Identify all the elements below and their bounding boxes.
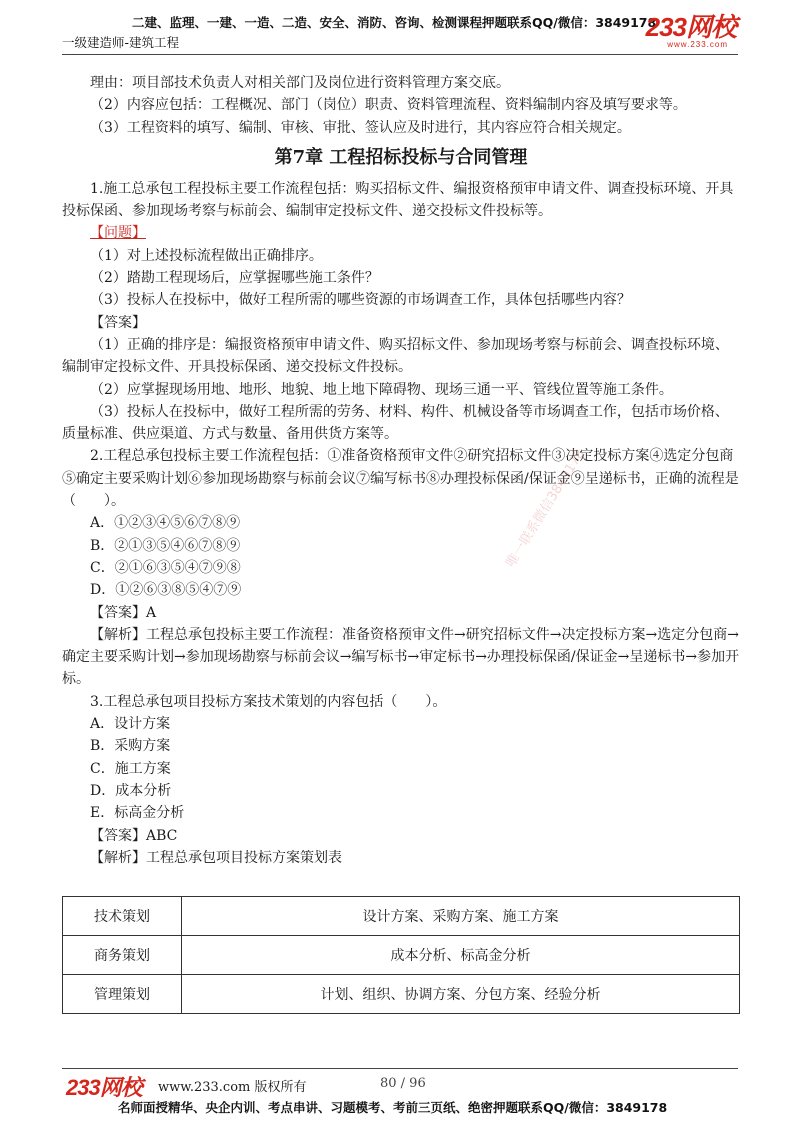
watermark: 唯一联系微信3849178 xyxy=(503,446,589,571)
prev-reason: 理由：项目部技术负责人对相关部门及岗位进行资料管理方案交底。 xyxy=(90,75,510,91)
q3-option-a: A．设计方案 xyxy=(90,716,171,733)
table-cell-value: 成本分析、标高金分析 xyxy=(182,936,740,975)
footer-copyright: www.233.com 版权所有 xyxy=(158,1080,307,1095)
q2-analysis: 【解析】工程总承包投标主要工作流程：准备资格预审文件→研究招标文件→决定投标方案→选定分包商→确定主要采购计划→参加现场勘察与标前会议→编写标书→审定标书→办理投标保函/保证金→呈递标书→参加开标。 xyxy=(62,626,740,688)
table-row xyxy=(63,936,740,975)
q2-option-d: D．①②⑥③⑧⑤④⑦⑨ xyxy=(90,582,242,599)
table-row xyxy=(63,975,740,1014)
q3-answer: 【答案】ABC xyxy=(90,827,178,844)
prev-item-2: （2）内容应包括：工程概况、部门（岗位）职责、资料管理流程、资料编制内容及填写要求等。 xyxy=(90,97,687,114)
q3-option-c: C．施工方案 xyxy=(90,760,171,777)
q1-answer-2: （2）应掌握现场用地、地形、地貌、地上地下障碍物、现场三通一平、管线位置等施工条件。 xyxy=(90,381,673,398)
table-cell-value: 设计方案、采购方案、施工方案 xyxy=(182,897,740,936)
q2-answer: 【答案】A xyxy=(90,604,157,621)
table-row xyxy=(63,897,740,936)
chapter-title: 第7章 工程招标投标与合同管理 xyxy=(274,146,528,168)
q1-answer-3: （3）投标人在投标中，做好工程所需的劳务、材料、构件、机械设备等市场调查工作，包括市场价格、质量标准、供应渠道、方式与数量、备用供货方案等。 xyxy=(62,403,729,443)
q1-sub-3: （3）投标人在投标中，做好工程所需的哪些资源的市场调查工作，具体包括哪些内容？ xyxy=(90,292,631,309)
table-cell-value: 计划、组织、协调方案、分包方案、经验分析 xyxy=(182,975,740,1014)
table-cell-key: 技术策划 xyxy=(63,897,182,936)
q3-option-e: E．标高金分析 xyxy=(90,805,185,822)
bid-plan-table xyxy=(62,896,740,1014)
header-divider xyxy=(62,54,738,55)
header-course-title: 一级建造师-建筑工程 xyxy=(62,35,180,50)
q1-answer-1: （1）正确的排序是：编报资格预审申请文件、购买招标文件、参加现场考察与标前会、调查投标环境、编制审定投标文件、开具投标保函、递交投标文件投标。 xyxy=(62,336,729,376)
brand-logo: 233网校 xyxy=(645,12,736,42)
q2-option-c: C．②①⑥③⑤④⑦⑨⑧ xyxy=(90,559,241,576)
prev-item-3: （3）工程资料的填写、编制、审核、审批、签认应及时进行，其内容应符合相关规定。 xyxy=(90,119,631,136)
q1-sub-1: （1）对上述投标流程做出正确排序。 xyxy=(90,247,323,264)
brand-logo-url: www.233.com xyxy=(667,40,728,49)
header-promo: 二建、监理、一建、一造、二造、安全、消防、咨询、检测课程押题联系QQ/微信：3849178 xyxy=(132,15,657,30)
q1-answer-tag: 【答案】 xyxy=(90,314,146,331)
q2-text: 2.工程总承包投标主要工作流程包括：①准备资格预审文件②研究招标文件③决定投标方案④选定分包商⑤确定主要采购计划⑥参加现场勘察与标前会议⑦编写标书⑧办理投标保函/保证金⑨呈递标书，正确的流程是（ ）。 xyxy=(62,448,739,510)
document-body xyxy=(62,72,740,869)
table-cell-key: 商务策划 xyxy=(63,936,182,975)
q3-option-b: B．采购方案 xyxy=(90,738,171,755)
q1-question-tag: 【问题】 xyxy=(90,225,146,242)
footer-promo: 名师面授精华、央企内训、考点串讲、习题模考、考前三页纸、绝密押题联系QQ/微信：3849178 xyxy=(118,1100,668,1115)
table-cell-key: 管理策划 xyxy=(63,975,182,1014)
footer-divider xyxy=(62,1068,738,1069)
q2-option-b: B．②①③⑤④⑥⑦⑧⑨ xyxy=(90,537,241,554)
q3-option-d: D．成本分析 xyxy=(90,782,172,799)
q1-text: 1.施工总承包工程投标主要工作流程包括：购买招标文件、编报资格预审申请文件、调查投标环境、开具投标保函、参加现场考察与标前会、编制审定投标文件、递交投标文件投标等。 xyxy=(62,180,734,220)
q3-analysis: 【解析】工程总承包项目投标方案策划表 xyxy=(90,849,342,866)
footer-logo: 233网校 xyxy=(66,1075,142,1100)
q2-option-a: A．①②③④⑤⑥⑦⑧⑨ xyxy=(90,515,241,532)
q3-text: 3.工程总承包项目投标方案技术策划的内容包括（ ）。 xyxy=(90,693,447,710)
q1-sub-2: （2）踏勘工程现场后，应掌握哪些施工条件？ xyxy=(90,270,379,287)
page-number: 80 / 96 xyxy=(380,1076,426,1091)
